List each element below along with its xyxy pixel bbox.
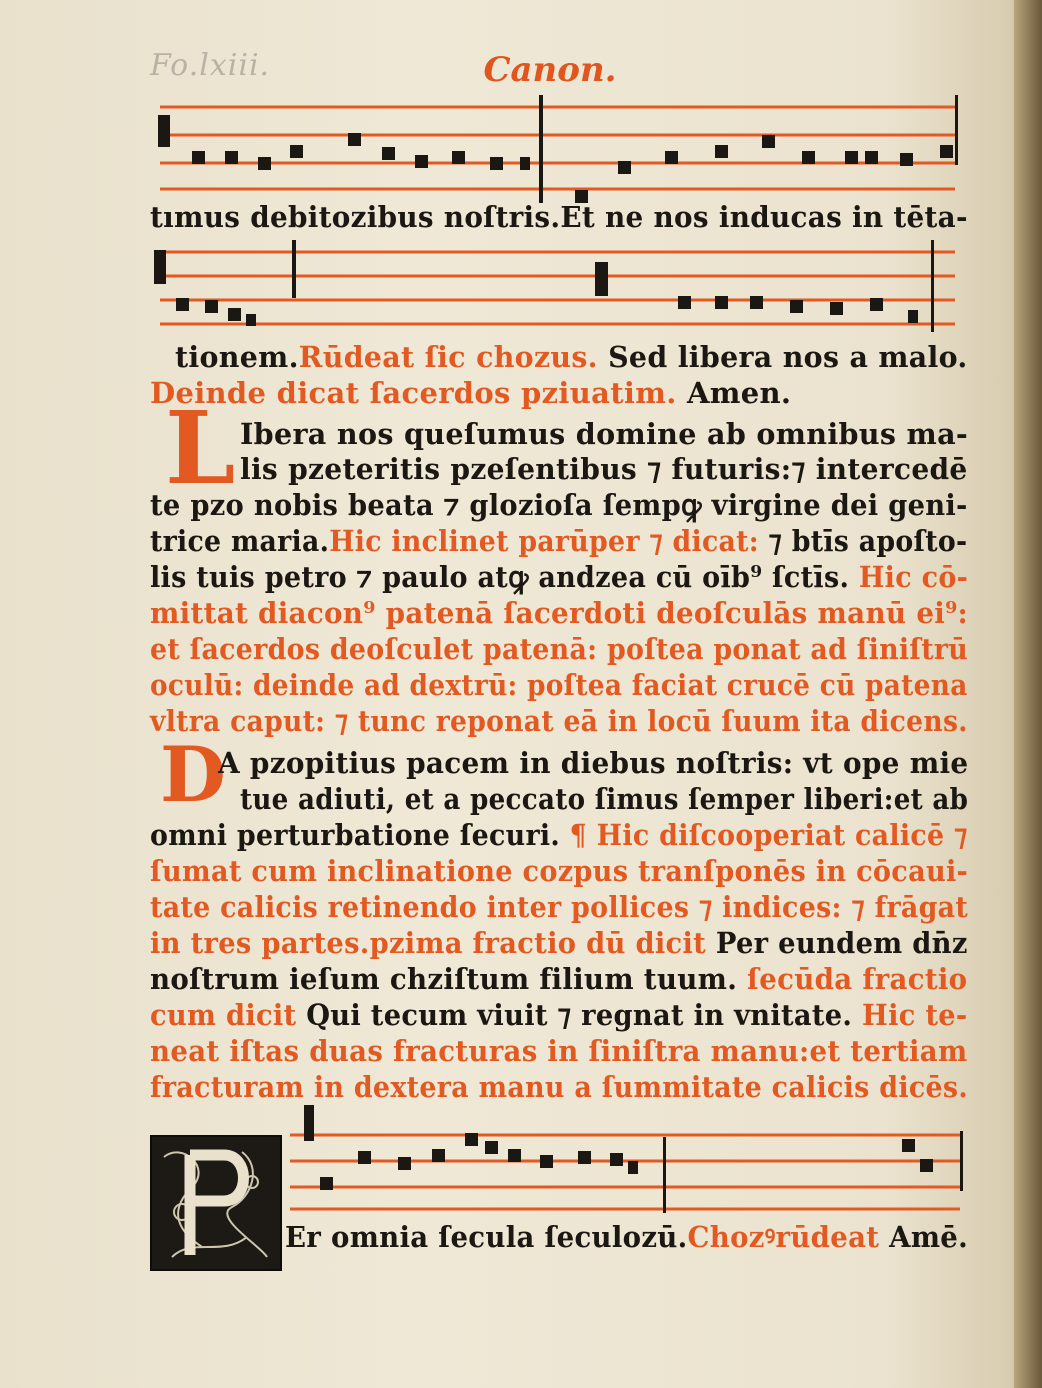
text-black: Amen. bbox=[676, 376, 792, 410]
prayer1-line-5 bbox=[150, 560, 968, 594]
rubric-text: cum dicit bbox=[150, 998, 297, 1032]
woodcut-ornament-icon bbox=[152, 1137, 280, 1269]
prayer2-line-1: A pzopitius pacem in diebus noſtris: vt ope mie bbox=[218, 746, 969, 780]
rubric-text: in tres partes.pzima fractio dū dicit bbox=[150, 926, 707, 960]
text-black: Per eundem dn̄z bbox=[706, 926, 968, 960]
rubric1-line-3: oculū: deinde ad dextrū: poſtea faciat crucē cū patena bbox=[150, 668, 968, 702]
music-staff-2 bbox=[150, 240, 965, 340]
rubric3-line-2: fracturam in dextera manu a ſummitate calicis dicēs. bbox=[150, 1070, 969, 1104]
line-per-eundem bbox=[150, 926, 968, 960]
rubric-text: Rūdeat ſic chozus. bbox=[298, 340, 598, 374]
rubric1-line-4: vltra caput: ⁊ tunc reponat eā in locū ſuum ita dicens. bbox=[150, 704, 968, 738]
rubric-text: ¶ Hic diſcooperiat calicē ⁊ bbox=[560, 818, 968, 852]
text-line-1: tımus debitozibus noſtris.Et ne nos inducas in tēta- bbox=[150, 200, 968, 234]
rubric-text: Chozꝰrūdeat bbox=[687, 1220, 880, 1254]
drop-initial-L: L bbox=[165, 389, 236, 507]
rubric2-line-2: tate calicis retinendo inter pollices ⁊ indices: ⁊ frāgat bbox=[150, 890, 969, 924]
rubric-text: Hic te- bbox=[852, 998, 968, 1032]
text-black: ⁊ btīs apoſto- bbox=[758, 524, 968, 558]
prayer1-line-1: Ibera nos queſumus domine ab omnibus ma- bbox=[240, 417, 969, 451]
page-gutter bbox=[1014, 0, 1042, 1388]
prayer1-line-2: lis pzeteritis pzeſentibus ⁊ futuris:⁊ intercedē bbox=[240, 452, 968, 486]
rubric3-line-1: neat iſtas duas fracturas in ſiniſtra manu:et tertiam bbox=[150, 1034, 968, 1068]
text-black: omni perturbatione ſecuri. bbox=[150, 818, 561, 852]
text-black: lis tuis petro ⁊ paulo atꝙ andzea cū oīb⁹ ſctīs. bbox=[150, 560, 850, 594]
rubric1-line-1: mittat diacon⁹ patenā ſacerdoti deoſculās manū ei⁹: bbox=[150, 596, 969, 630]
final-line bbox=[285, 1220, 968, 1254]
text-black: noſtrum ieſum chziſtum filium tuum. bbox=[150, 962, 738, 996]
text-line-2 bbox=[175, 340, 968, 374]
line-nostrum bbox=[150, 962, 967, 996]
text-black: trice maria. bbox=[150, 524, 330, 558]
folio-number: Fo.lxiii. bbox=[150, 48, 271, 83]
text-black: tionem. bbox=[175, 340, 299, 374]
prayer2-line-2: tue adiuti, et a peccato ſimus ſemper liberi:et ab bbox=[240, 782, 969, 816]
text-black: Qui tecum viuit ⁊ regnat in vnitate. bbox=[296, 998, 853, 1032]
rubric1-line-2: et ſacerdos deoſculet patenā: poſtea ponat ad ſiniſtrū bbox=[150, 632, 969, 666]
music-staff-3 bbox=[280, 1105, 970, 1215]
text-black: Er omnia ſecula ſeculozū. bbox=[285, 1220, 688, 1254]
line-qui-tecum bbox=[150, 998, 968, 1032]
prayer1-line-4 bbox=[150, 524, 967, 558]
prayer1-line-3: te pzo nobis beata ⁊ glozioſa ſempꝙ virgine dei geni- bbox=[150, 488, 968, 522]
rubric-text: Deinde dicat ſacerdos pziuatim. bbox=[150, 376, 677, 410]
text-black: Amē. bbox=[879, 1220, 969, 1254]
rubric2-line-1: ſumat cum inclinatione cozpus tranſponēs in cōcaui- bbox=[150, 854, 969, 888]
woodcut-initial-P bbox=[150, 1135, 282, 1271]
drop-initial-D: D bbox=[160, 730, 226, 819]
text-line-3 bbox=[150, 376, 791, 410]
music-staff-1 bbox=[150, 95, 965, 210]
rubric-text: Hic cō- bbox=[849, 560, 969, 594]
rubric-text: Hic inclinet parūper ⁊ dicat: bbox=[329, 524, 759, 558]
running-title: Canon. bbox=[483, 50, 617, 90]
text-black: Sed libera nos a malo. bbox=[597, 340, 968, 374]
rubric-text: ſecūda fractio bbox=[737, 962, 968, 996]
prayer2-line-3 bbox=[150, 818, 968, 852]
